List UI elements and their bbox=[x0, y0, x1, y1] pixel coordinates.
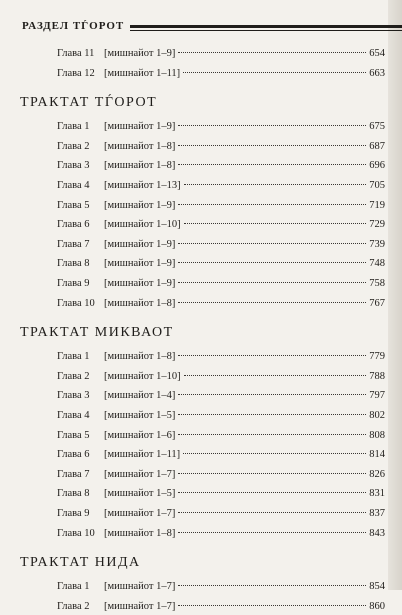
chapter-label: Глава 8 bbox=[57, 488, 90, 500]
chapter-label: Глава 8 bbox=[57, 258, 90, 270]
mishnayot-range: [мишнайот 1–10] bbox=[104, 370, 181, 382]
toc-entry[interactable] bbox=[57, 369, 385, 385]
dot-leader bbox=[178, 355, 366, 356]
dot-leader bbox=[178, 302, 366, 303]
dot-leader bbox=[178, 414, 366, 415]
chapter-label: Глава 11 bbox=[57, 48, 95, 59]
chapter-label: Глава 4 bbox=[57, 410, 90, 421]
page-number: 802 bbox=[369, 410, 385, 421]
chapter-label: Глава 10 bbox=[57, 527, 95, 539]
toc-entry[interactable] bbox=[57, 158, 385, 174]
dot-leader bbox=[183, 72, 366, 73]
page-number: 831 bbox=[369, 488, 385, 500]
page-number: 705 bbox=[369, 180, 385, 191]
page-number: 675 bbox=[369, 121, 385, 133]
dot-leader bbox=[178, 434, 366, 435]
mishnayot-range: [мишнайот 1–5] bbox=[104, 488, 176, 500]
chapter-label: Глава 1 bbox=[57, 581, 90, 593]
dot-leader bbox=[178, 204, 366, 205]
tractate-heading: ТРАКТАТ НИДА bbox=[20, 555, 141, 571]
page-number: 854 bbox=[369, 581, 385, 593]
chapter-label: Глава 6 bbox=[57, 449, 90, 461]
mishnayot-range: [мишнайот 1–8] bbox=[104, 351, 176, 363]
toc-entry[interactable] bbox=[57, 428, 385, 444]
chapter-label: Глава 6 bbox=[57, 219, 90, 231]
dot-leader bbox=[178, 512, 366, 513]
toc-entry[interactable] bbox=[57, 237, 385, 253]
mishnayot-range: [мишнайот 1–11] bbox=[104, 449, 181, 461]
mishnayot-range: [мишнайот 1–8] bbox=[104, 297, 176, 309]
page-number: 860 bbox=[369, 600, 385, 612]
page-number: 654 bbox=[369, 48, 385, 59]
dot-leader bbox=[178, 473, 366, 474]
page-number: 837 bbox=[369, 508, 385, 519]
page-number: 826 bbox=[369, 468, 385, 480]
toc-entry[interactable] bbox=[57, 256, 385, 272]
toc-entry[interactable] bbox=[57, 198, 385, 214]
dot-leader bbox=[184, 223, 367, 224]
toc-entry[interactable] bbox=[57, 119, 385, 135]
page-number: 663 bbox=[369, 67, 385, 79]
page-number: 729 bbox=[369, 219, 385, 231]
page-number: 788 bbox=[369, 370, 385, 382]
page-number: 739 bbox=[369, 238, 385, 250]
mishnayot-range: [мишнайот 1–8] bbox=[104, 160, 176, 172]
chapter-label: Глава 7 bbox=[57, 468, 90, 480]
dot-leader bbox=[178, 492, 366, 493]
dot-leader bbox=[178, 262, 366, 263]
mishnayot-range: [мишнайот 1–6] bbox=[104, 429, 176, 441]
mishnayot-range: [мишнайот 1–9] bbox=[104, 199, 176, 211]
mishnayot-range: [мишнайот 1–8] bbox=[104, 140, 176, 152]
dot-leader bbox=[178, 605, 366, 606]
page-number: 748 bbox=[369, 258, 385, 270]
page-number: 808 bbox=[369, 429, 385, 441]
tractate-heading: ТРАКТАТ МИКВАОТ bbox=[20, 325, 174, 341]
toc-entry[interactable] bbox=[57, 447, 385, 463]
page-number: 696 bbox=[369, 160, 385, 172]
toc-entry[interactable] bbox=[57, 46, 385, 62]
toc-entry[interactable] bbox=[57, 467, 385, 483]
toc-entry[interactable] bbox=[57, 139, 385, 155]
mishnayot-range: [мишнайот 1–9] bbox=[104, 48, 176, 59]
mishnayot-range: [мишнайот 1–7] bbox=[104, 600, 176, 612]
chapter-label: Глава 9 bbox=[57, 508, 90, 519]
mishnayot-range: [мишнайот 1–7] bbox=[104, 581, 176, 593]
chapter-label: Глава 2 bbox=[57, 600, 90, 612]
chapter-label: Глава 3 bbox=[57, 390, 90, 402]
chapter-label: Глава 1 bbox=[57, 121, 90, 133]
dot-leader bbox=[178, 585, 366, 586]
mishnayot-range: [мишнайот 1–7] bbox=[104, 468, 176, 480]
running-header-title: РАЗДЕЛ ТЃОРОТ bbox=[22, 20, 125, 32]
mishnayot-range: [мишнайот 1–8] bbox=[104, 527, 176, 539]
mishnayot-range: [мишнайот 1–10] bbox=[104, 219, 181, 231]
toc-entry[interactable] bbox=[57, 408, 385, 424]
dot-leader bbox=[184, 184, 367, 185]
chapter-label: Глава 3 bbox=[57, 160, 90, 172]
page-number: 843 bbox=[369, 527, 385, 539]
dot-leader bbox=[178, 125, 366, 126]
page-number: 758 bbox=[369, 278, 385, 289]
dot-leader bbox=[178, 164, 366, 165]
chapter-label: Глава 12 bbox=[57, 67, 95, 79]
dot-leader bbox=[178, 532, 366, 533]
page-number: 814 bbox=[369, 449, 385, 461]
toc-entry[interactable] bbox=[57, 349, 385, 365]
dot-leader bbox=[183, 453, 366, 454]
toc-entry[interactable] bbox=[57, 579, 385, 595]
chapter-label: Глава 1 bbox=[57, 351, 90, 363]
mishnayot-range: [мишнайот 1–9] bbox=[104, 121, 176, 133]
page-number: 767 bbox=[369, 297, 385, 309]
toc-entry[interactable] bbox=[57, 486, 385, 502]
mishnayot-range: [мишнайот 1–9] bbox=[104, 238, 176, 250]
page-number: 797 bbox=[369, 390, 385, 402]
mishnayot-range: [мишнайот 1–4] bbox=[104, 390, 176, 402]
toc-entry[interactable] bbox=[57, 388, 385, 404]
toc-entry[interactable] bbox=[57, 178, 385, 194]
mishnayot-range: [мишнайот 1–9] bbox=[104, 278, 176, 289]
dot-leader bbox=[184, 375, 367, 376]
toc-entry[interactable] bbox=[57, 276, 385, 292]
mishnayot-range: [мишнайот 1–11] bbox=[104, 67, 181, 79]
mishnayot-range: [мишнайот 1–13] bbox=[104, 180, 181, 191]
chapter-label: Глава 7 bbox=[57, 238, 90, 250]
chapter-label: Глава 9 bbox=[57, 278, 90, 289]
toc-entry[interactable] bbox=[57, 526, 385, 542]
toc-entry[interactable] bbox=[57, 66, 385, 82]
chapter-label: Глава 4 bbox=[57, 180, 90, 191]
dot-leader bbox=[178, 52, 366, 53]
mishnayot-range: [мишнайот 1–5] bbox=[104, 410, 176, 421]
dot-leader bbox=[178, 145, 366, 146]
chapter-label: Глава 2 bbox=[57, 140, 90, 152]
chapter-label: Глава 5 bbox=[57, 199, 90, 211]
page-number: 687 bbox=[369, 140, 385, 152]
toc-entry[interactable] bbox=[57, 506, 385, 522]
chapter-label: Глава 5 bbox=[57, 429, 90, 441]
chapter-label: Глава 10 bbox=[57, 297, 95, 309]
page-number: 719 bbox=[369, 199, 385, 211]
dot-leader bbox=[178, 282, 366, 283]
page-number: 779 bbox=[369, 351, 385, 363]
tractate-heading: ТРАКТАТ ТЃОРОТ bbox=[20, 95, 158, 111]
dot-leader bbox=[178, 394, 366, 395]
dot-leader bbox=[178, 243, 366, 244]
mishnayot-range: [мишнайот 1–7] bbox=[104, 508, 176, 519]
toc-entry[interactable] bbox=[57, 296, 385, 312]
toc-entry[interactable] bbox=[57, 217, 385, 233]
toc-entry[interactable] bbox=[57, 599, 385, 615]
chapter-label: Глава 2 bbox=[57, 370, 90, 382]
mishnayot-range: [мишнайот 1–9] bbox=[104, 258, 176, 270]
